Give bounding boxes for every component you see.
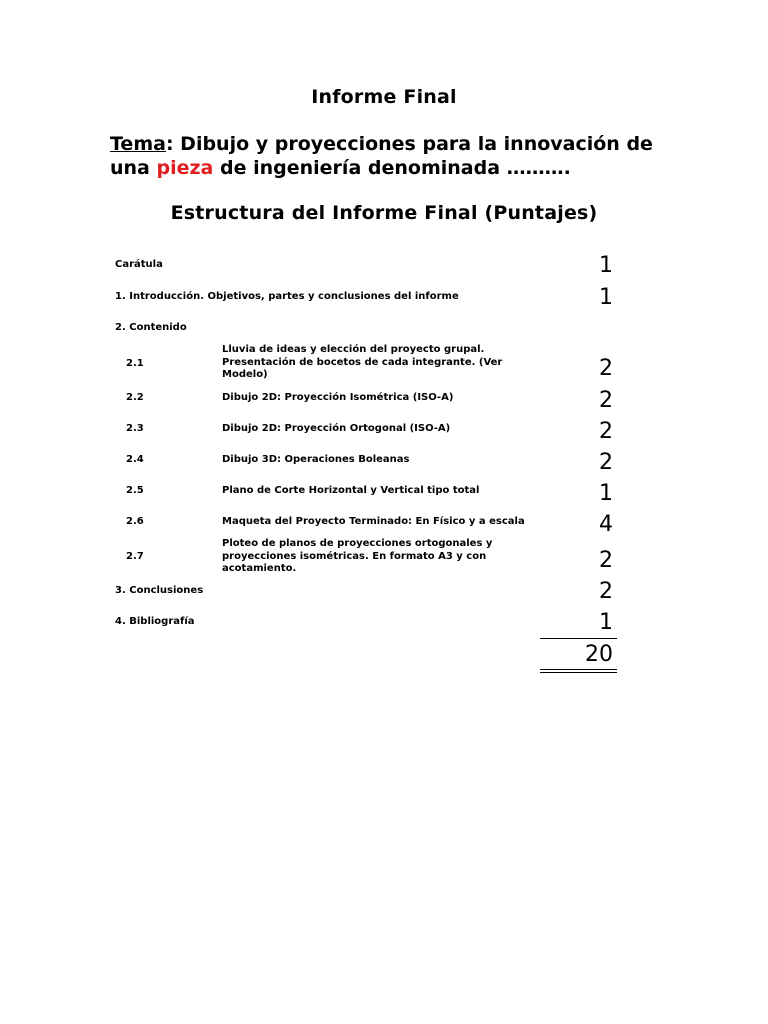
row-description: Dibujo 3D: Operaciones Boleanas: [222, 454, 410, 465]
total-double-rule: [540, 669, 617, 673]
row-number: 2.5: [126, 485, 144, 496]
row-description: Maqueta del Proyecto Terminado: En Físico y a escala: [222, 516, 525, 527]
row-score: 2: [599, 356, 613, 381]
row-number: 2.2: [126, 392, 144, 403]
tema-label: Tema: [110, 133, 166, 155]
tema-highlight: pieza: [156, 157, 214, 179]
row-score: 2: [599, 579, 613, 604]
row-number: 2.6: [126, 516, 144, 527]
row-description: Lluvia de ideas y elección del proyecto grupal. Presentación de bocetos de cada integrante. (Ver Modelo): [222, 344, 503, 380]
row-description: Ploteo de planos de proyecciones ortogonales y proyecciones isométricas. En formato A3 y con acotamiento.: [222, 538, 493, 574]
row-label: 2. Contenido: [115, 322, 187, 333]
row-label: 3. Conclusiones: [115, 585, 204, 596]
row-score: 2: [599, 450, 613, 475]
row-number: 2.4: [126, 454, 144, 465]
tema-text-after: de ingeniería denominada ……….: [213, 157, 571, 179]
row-score: 1: [599, 610, 613, 635]
row-label: Carátula: [115, 259, 163, 270]
tema-text-before: : Dibujo y proyecciones para la innovación de una: [110, 133, 653, 179]
sum-rule: [540, 638, 617, 639]
section-subtitle: Estructura del Informe Final (Puntajes): [170, 202, 598, 224]
row-label: 1. Introducción. Objetivos, partes y conclusiones del informe: [115, 291, 459, 302]
row-number: 2.3: [126, 423, 144, 434]
row-label: 4. Bibliografía: [115, 616, 195, 627]
row-description: Plano de Corte Horizontal y Vertical tipo total: [222, 485, 480, 496]
row-score: 4: [599, 512, 613, 537]
row-score: 1: [599, 253, 613, 278]
total-score: 20: [585, 642, 613, 667]
row-description: Dibujo 2D: Proyección Isométrica (ISO-A): [222, 392, 454, 403]
row-score: 1: [599, 481, 613, 506]
row-description: Dibujo 2D: Proyección Ortogonal (ISO-A): [222, 423, 451, 434]
document-title: Informe Final: [311, 86, 457, 108]
row-score: 2: [599, 388, 613, 413]
row-score: 2: [599, 419, 613, 444]
row-number: 2.1: [126, 358, 144, 369]
row-score: 2: [599, 548, 613, 573]
row-number: 2.7: [126, 551, 144, 562]
row-score: 1: [599, 285, 613, 310]
tema-paragraph: [110, 132, 670, 180]
